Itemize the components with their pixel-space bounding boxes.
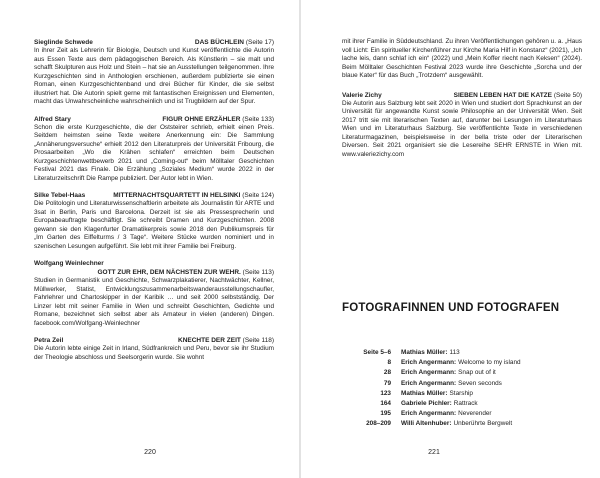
page-reference: (Seite 113) (242, 269, 274, 276)
author-bio: Die Autorin lebte einige Zeit in Irland, Südfrankreich und Peru, bevor sie ihr Studium der Theologie abschloss und Seelsorgerin wurde. Sie wohnt (34, 345, 274, 361)
story-title: KNECHTE DER ZEIT (178, 337, 241, 344)
author-bio: In ihrer Zeit als Lehrerin für Biologie, Deutsch und Kunst veröffentlichte die Autorin aus Essen Texte aus dem pädagogischen Bereich. Als Künstlerin – sie malt und schafft Skulpturen aus Holz und Stein – hat sie an Ausstellungen teilgenommen. Ihre Kurzgeschichten sind in Anthologien erschienen, außerdem publizierte sie einen Roman, einen Kurzgeschichtenband und drei Bücher für Kinder, die sie selbst illustriert hat. Die Autorin spielt gerne mit fantastischen Ereignissen und Elementen, macht das Unwahrscheinliche wahrscheinlich und ist Trugbildern auf der Spur. (34, 47, 274, 105)
photographer-name: Erich Angermann: (401, 410, 457, 418)
photo-pages: Seite 5–6 (363, 349, 391, 356)
right-column (342, 38, 582, 167)
photographer-name: Erich Angermann: (401, 369, 457, 377)
page-number: 221 (428, 449, 440, 456)
author-entry (34, 191, 274, 251)
photographer-name: Mathias Müller: (401, 349, 448, 356)
author-entry (34, 336, 274, 362)
list-item (342, 419, 521, 429)
photo-pages: 123 (380, 389, 391, 397)
entry-heading (34, 115, 274, 124)
left-page (0, 0, 299, 478)
list-item (342, 348, 521, 358)
photo-title: Welcome to my island (458, 359, 521, 367)
author-bio: Schon die erste Kurzgeschichte, die der Oststeirer schrieb, erhielt einen Preis. Seitdem heimsten seine Texte weitere Anerkennung ein: Die Sammlung „Annäherungsversuche“ erhielt 2012 den Literaturpreis der Universität Fribourg, die Prosaarbeiten „Wo die Krähen schlafen“ erreichten beim Deutschen Kurzgeschichtenwettbewerb 2021 und „Coming-out“ beim Mölltaler Geschichten Festival 2021 das Finale. Die Erzählung „Soziales Medium“ wurde 2022 in der Literaturzeitschrift Die Rampe publiziert. Der Autor lebt in Wien. (34, 123, 274, 182)
entry-heading (34, 191, 274, 200)
author-bio: Studien in Germanistik und Geschichte, Schwarzplakatierer, Nachtwächter, Kellner, Müllwerker, Statist, Entwicklungszusammenarbeitswanderausstellungschaufler, Fahrlehrer und Chartoskipper in der Karibik … und seit 2000 selbstständig. Der Linzer lebt mit seiner Familie in Wien und schreibt Geschichten, Gedichte und Romane, bezeichnet sich selbst aber als Amateur in vielen (anderen) Dingen. facebook.com/Wolfgang-Weinlechner (34, 277, 274, 327)
author-bio: Die Autorin aus Salzburg lebt seit 2020 in Wien und studiert dort Sprachkunst an der Universität für angewandte Kunst sowie Philosophie an der Universität Wien. Seit 2017 tritt sie mit literarischen Texten auf, darunter bei Lesungen im Literaturhaus Wien und im Literaturhaus Salzburg. Sie veröffentlichte Texte in verschiedenen Literaturmagazinen, beispielsweise in der bella triste oder der Literarischen Diversen. Seit 2021 organisiert sie die Lesereihe SEHR ERNSTE in Wien mit. www.valeriezichy.com (342, 99, 582, 158)
list-item (342, 389, 521, 399)
photo-title: Neverender (458, 410, 492, 418)
photographer-name: Mathias Müller: (401, 389, 448, 397)
author-entry (34, 259, 274, 328)
photo-title: Starship (449, 389, 473, 397)
section-title: FOTOGRAFINNEN UND FOTOGRAFEN (342, 302, 560, 314)
photographer-name: Erich Angermann: (401, 379, 457, 387)
photo-pages: 28 (383, 369, 391, 377)
photo-title: Snap out of it (458, 369, 496, 377)
author-bio: Die Politologin und Literaturwissenschaftlerin arbeitete als Journalistin für ARTE und 3sat in Berlin, Paris und Barcelona. Derzeit ist sie als Pressesprecherin und Europabeauftragte beschäftigt. Sie schreibt Dramen und Kurzgeschichten. 2008 gewann sie den Klagenfurter Dramatikerpreis sowie 2018 den Publikumspreis für „Im Garten des Eiffelturms / 3 Tage“. Weitere Stücke wurden nominiert und in szenischen Lesungen aufgeführt. Sie lebt mit ihrer Familie bei Freiburg. (34, 200, 274, 250)
author-name: Sieglinde Schwede (34, 39, 93, 46)
bio-continuation: mit ihrer Familie in Süddeutschland. Zu ihren Veröffentlichungen gehören u. a. „Haus voll Licht: Ein spiritueller Kirchenführer zur Kirche Maria Hilf in Konstanz“ (2021), „Ich lache leis, dann schlaf ich ein“ (2022) und „Mein Koffer riecht nach Keksen“ (2024). Beim Mölltaler Geschichten Festival 2023 wurde ihre Geschichte „Sorcha und der blaue Kater“ für das Buch „Trotzdem“ ausgewählt. (342, 38, 582, 79)
story-title: GOTT ZUR EHR, DEM NÄCHSTEN ZUR WEHR. (97, 269, 241, 276)
entry-heading (342, 91, 582, 100)
author-name: Valerie Zichy (342, 91, 382, 99)
page-reference: (Seite 124) (242, 192, 274, 199)
page-reference: (Seite 118) (242, 337, 274, 344)
photo-title: Unberührte Bergwelt (453, 420, 513, 428)
photo-pages: 164 (380, 400, 391, 408)
photographer-name: Gabriele Pichler: (401, 400, 452, 408)
photo-pages: 195 (380, 410, 391, 418)
story-title: SIEBEN LEBEN HAT DIE KATZE (453, 91, 552, 99)
author-name: Alfred Stary (34, 115, 71, 123)
list-item (342, 379, 521, 389)
photo-pages: 8 (387, 359, 391, 367)
entry-heading (34, 336, 274, 345)
photographer-list (342, 348, 521, 430)
photo-pages: 79 (383, 379, 391, 387)
right-page (301, 0, 600, 478)
photographer-name: Erich Angermann: (401, 359, 457, 367)
story-title: DAS BÜCHLEIN (194, 39, 244, 46)
list-item (342, 409, 521, 419)
list-item (342, 358, 521, 368)
author-name: Wolfgang Weinlechner (34, 260, 104, 267)
list-item (342, 368, 521, 378)
photo-title: 113 (449, 349, 460, 356)
photo-pages: 208–209 (366, 420, 391, 428)
entry-heading (34, 38, 274, 47)
page-reference: (Seite 17) (245, 39, 274, 46)
author-entry (34, 115, 274, 184)
author-entry (34, 38, 274, 107)
author-name: Silke Tebel-Haas (34, 192, 86, 199)
page-reference: (Seite 133) (242, 115, 274, 123)
story-title: FIGUR OHNE ERZÄHLER (162, 115, 241, 123)
list-item (342, 399, 521, 409)
left-column (34, 38, 274, 370)
story-title: MITTERNACHTSQUARTETT IN HELSINKI (113, 192, 241, 199)
author-entry (342, 91, 582, 160)
page-number: 220 (144, 449, 156, 456)
photographer-name: Willi Altenhuber: (401, 420, 452, 428)
photo-title: Rattrack (453, 400, 478, 408)
page-reference: (Seite 50) (553, 91, 582, 99)
author-name: Petra Zeil (34, 337, 64, 344)
entry-heading (34, 259, 274, 277)
photo-title: Seven seconds (458, 379, 502, 387)
